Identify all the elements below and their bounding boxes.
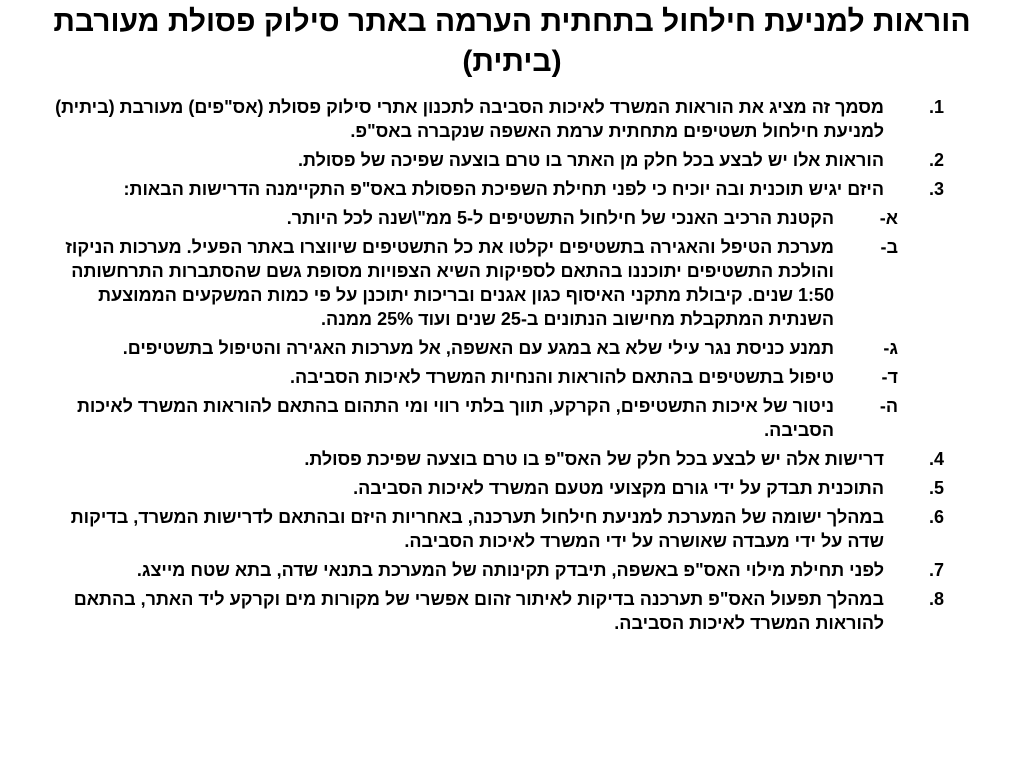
item-text: מערכת הטיפל והאגירה בתשטיפים יקלטו את כל התשטיפים שיווצרו באתר הפעיל. מערכות הניקוז והולכת התשטיפים יתוכננו בהתאם לספיקות השיא הצפויות מסופת גשם שהסתברות התרחשותה 1:50 שנים. קיבולת מתקני האיסוף כגון אגנים ובריכות יתוכנן על פי כמות המשקעים הממוצעת השנתית המתקבלת מחישוב הנתונים ב-25 שנים ועוד 25% ממנה. [65,237,834,329]
item-number: 4. [928,449,944,469]
item-text: תמנע כניסת נגר עילי שלא בא במגע עם האשפה, אל מערכות האגירה והטיפול בתשטיפים. [122,338,834,358]
list-item-1 [44,95,964,143]
item-letter: ג- [883,338,898,358]
item-letter: א- [879,208,898,228]
item-number: 2. [928,150,944,170]
sub-item-h [44,394,964,442]
item-number: 5. [928,478,944,498]
item-text: מסמך זה מציג את הוראות המשרד לאיכות הסביבה לתכנון אתרי סילוק פסולת (אס"פים) מעורבת (ביתית) למניעת חילחול תשטיפים מתחתית ערמת האשפה שנקברה באס"פ. [55,97,884,141]
list-item-6 [44,505,964,553]
sub-item-g [44,336,964,360]
list-item-7 [44,558,964,582]
sub-item-b [44,235,964,331]
item-text: במהלך ישומה של המערכת למניעת חילחול תערכנה, באחריות היזם ובהתאם לדרישות המשרד, בדיקות שדה על ידי מעבדה שאושרה על ידי המשרד לאיכות הסביבה. [70,507,884,551]
item-text: הקטנת הרכיב האנכי של חילחול התשטיפים ל-5 ממ"\שנה לכל היותר. [286,208,834,228]
item-number: 1. [928,97,944,117]
item-text: לפני תחילת מילוי האס"פ באשפה, תיבדק תקינותה של המערכת בתנאי שדה, בתא שטח מייצג. [136,560,884,580]
item-text: הוראות אלו יש לבצע בכל חלק מן האתר בו טרם בוצעה שפיכה של פסולת. [298,150,884,170]
list-item-8 [44,587,964,635]
item-text: התוכנית תבדק על ידי גורם מקצועי מטעם המשרד לאיכות הסביבה. [353,478,884,498]
document-title: הוראות למניעת חילחול בתחתית הערמה באתר סילוק פסולת מעורבת (ביתית) [53,5,971,78]
instructions-list [44,95,964,640]
item-text: במהלך תפעול האס"פ תערכנה בדיקות לאיתור זהום אפשרי של מקורות מים וקרקע ליד האתר, בהתאם להוראות המשרד לאיכות הסביבה. [73,589,884,633]
item-number: 3. [928,179,944,199]
list-item-5 [44,476,964,500]
sub-item-d [44,365,964,389]
item-text: ניטור של איכות התשטיפים, הקרקע, תווך בלתי רווי ומי התהום בהתאם להוראות המשרד לאיכות הסביבה. [76,396,834,440]
list-item-3 [44,177,964,201]
item-text: טיפול בתשטיפים בהתאם להוראות והנחיות המשרד לאיכות הסביבה. [289,367,834,387]
list-item-4 [44,447,964,471]
item-number: 6. [928,507,944,527]
item-letter: ד- [881,367,898,387]
item-number: 7. [928,560,944,580]
item-letter: ב- [880,237,898,257]
item-text: דרישות אלה יש לבצע בכל חלק של האס"פ בו טרם בוצעה שפיכת פסולת. [304,449,884,469]
item-text: היזם יגיש תוכנית ובה יוכיח כי לפני תחילת השפיכת הפסולת באס"פ התקיימנה הדרישות הבאות: [123,179,884,199]
item-letter: ה- [879,396,898,416]
list-item-2 [44,148,964,172]
sub-item-a [44,206,964,230]
item-number: 8. [928,589,944,609]
